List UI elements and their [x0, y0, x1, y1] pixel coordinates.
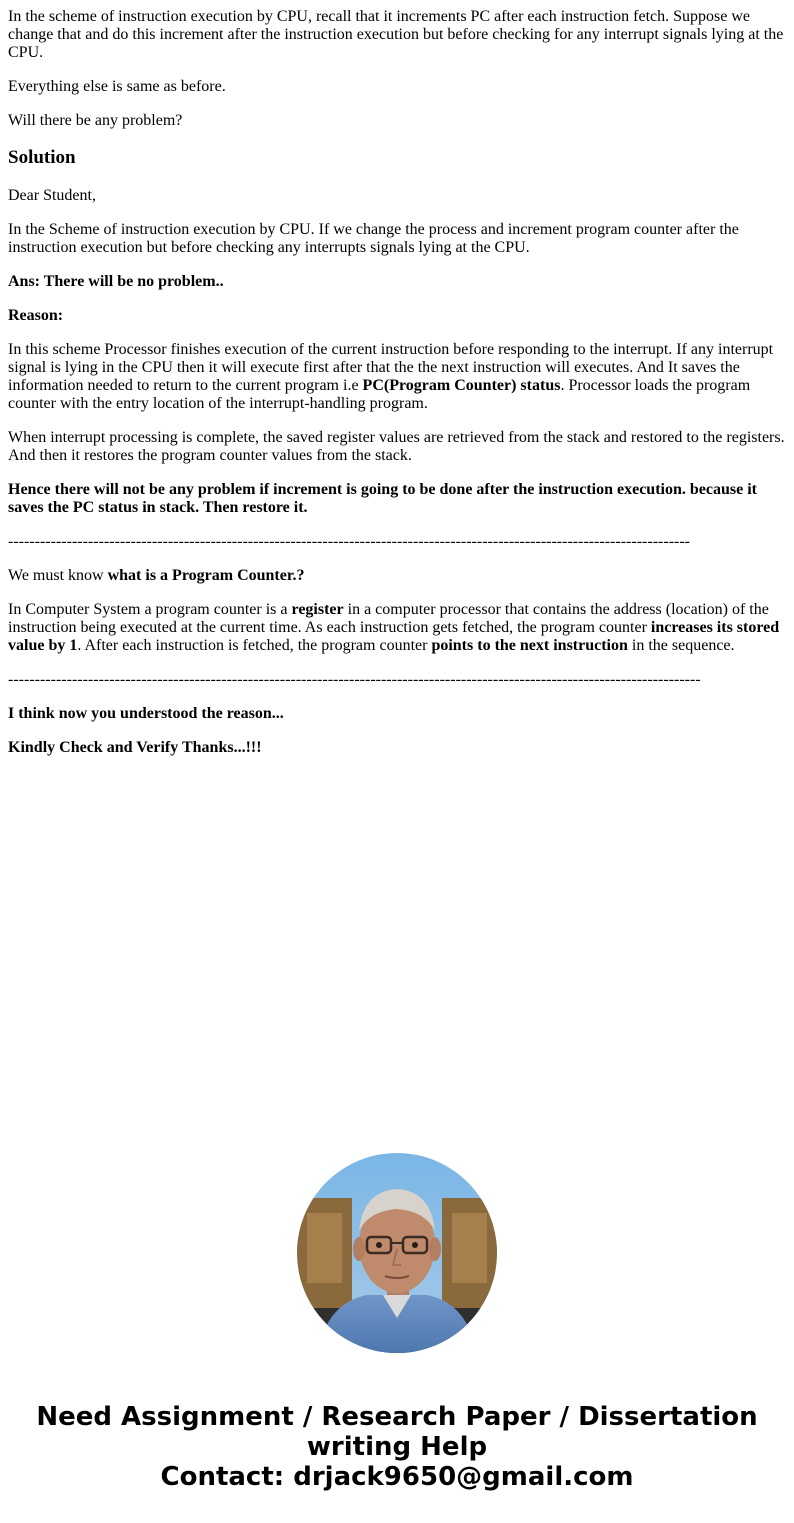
pc-intro-a: We must know [8, 567, 108, 584]
footer-advertisement [0, 1402, 794, 1492]
pc-def-c: in a computer processor that contains the address (location) of the instruction being executed at the current time. As each instruction gets fetched, the program counter [8, 601, 769, 636]
separator-2: ---------------------------------------------------------------------------------------------------------------------------------- [8, 671, 701, 688]
solution-heading: Solution [8, 147, 76, 168]
closing-2 [8, 739, 788, 757]
closing-1 [8, 705, 788, 723]
author-avatar [297, 1153, 497, 1353]
question-paragraph-2: Everything else is same as before. [8, 78, 226, 95]
conclusion [8, 481, 788, 517]
author-portrait-image [297, 1153, 497, 1353]
pc-def-register: register [291, 601, 344, 618]
greeting: Dear Student, [8, 187, 96, 204]
reason-paragraph-2: When interrupt processing is complete, the saved register values are retrieved from the stack and restored to the registers. And then it restores the program counter values from the stack. [8, 429, 785, 464]
question-paragraph-1: In the scheme of instruction execution by CPU, recall that it increments PC after each instruction fetch. Suppose we change that and do this increment after the instruction execution but before checking for any interrupt signals lying at the CPU. [8, 8, 784, 61]
reason-paragraph-1 [8, 341, 788, 413]
pc-def-a: In Computer System a program counter is a [8, 601, 292, 618]
pc-intro [8, 567, 788, 585]
reason-text-a: In this scheme Processor finishes execution of the current instruction before responding to the interrupt. If any interrupt signal is lying in the CPU then it will execute first after that the the next instruction will executes. And It saves the information needed to return to the current program i.e [8, 341, 774, 394]
pc-def-g: in the sequence. [627, 637, 735, 654]
pc-definition [8, 601, 788, 655]
closing-2-text: Kindly Check and Verify Thanks...!!! [8, 739, 262, 756]
question-paragraph-3: Will there be any problem? [8, 112, 183, 129]
pc-def-increases: increases its stored value by 1 [8, 619, 780, 654]
footer-line-1: Need Assignment / Research Paper / Dissertation [36, 1402, 758, 1432]
footer-line-2: writing Help [306, 1432, 488, 1462]
pc-def-points: points to the next instruction [431, 637, 628, 654]
reason-text-c: . Processor loads the program counter with the entry location of the interrupt-handling program. [8, 377, 751, 412]
reason-label [8, 307, 788, 325]
reason-text-pc-status: PC(Program Counter) status [362, 377, 561, 394]
separator-1: -------------------------------------------------------------------------------------------------------------------------------- [8, 533, 690, 550]
solution-intro: In the Scheme of instruction execution by CPU. If we change the process and increment program counter after the instruction execution but before checking any interrupts signals lying at the CPU. [8, 221, 739, 256]
pc-intro-b: what is a Program Counter.? [107, 567, 305, 584]
document-body [8, 8, 788, 773]
pc-def-e: . After each instruction is fetched, the program counter [77, 637, 432, 654]
footer-contact: Contact: drjack9650@gmail.com [160, 1462, 634, 1492]
reason-label-text: Reason: [8, 307, 64, 324]
answer [8, 273, 788, 291]
closing-1-text: I think now you understood the reason... [8, 705, 284, 722]
conclusion-text: Hence there will not be any problem if increment is going to be done after the instruction execution. because it saves the PC status in stack. Then restore it. [8, 481, 757, 516]
answer-text: Ans: There will be no problem.. [8, 273, 224, 290]
